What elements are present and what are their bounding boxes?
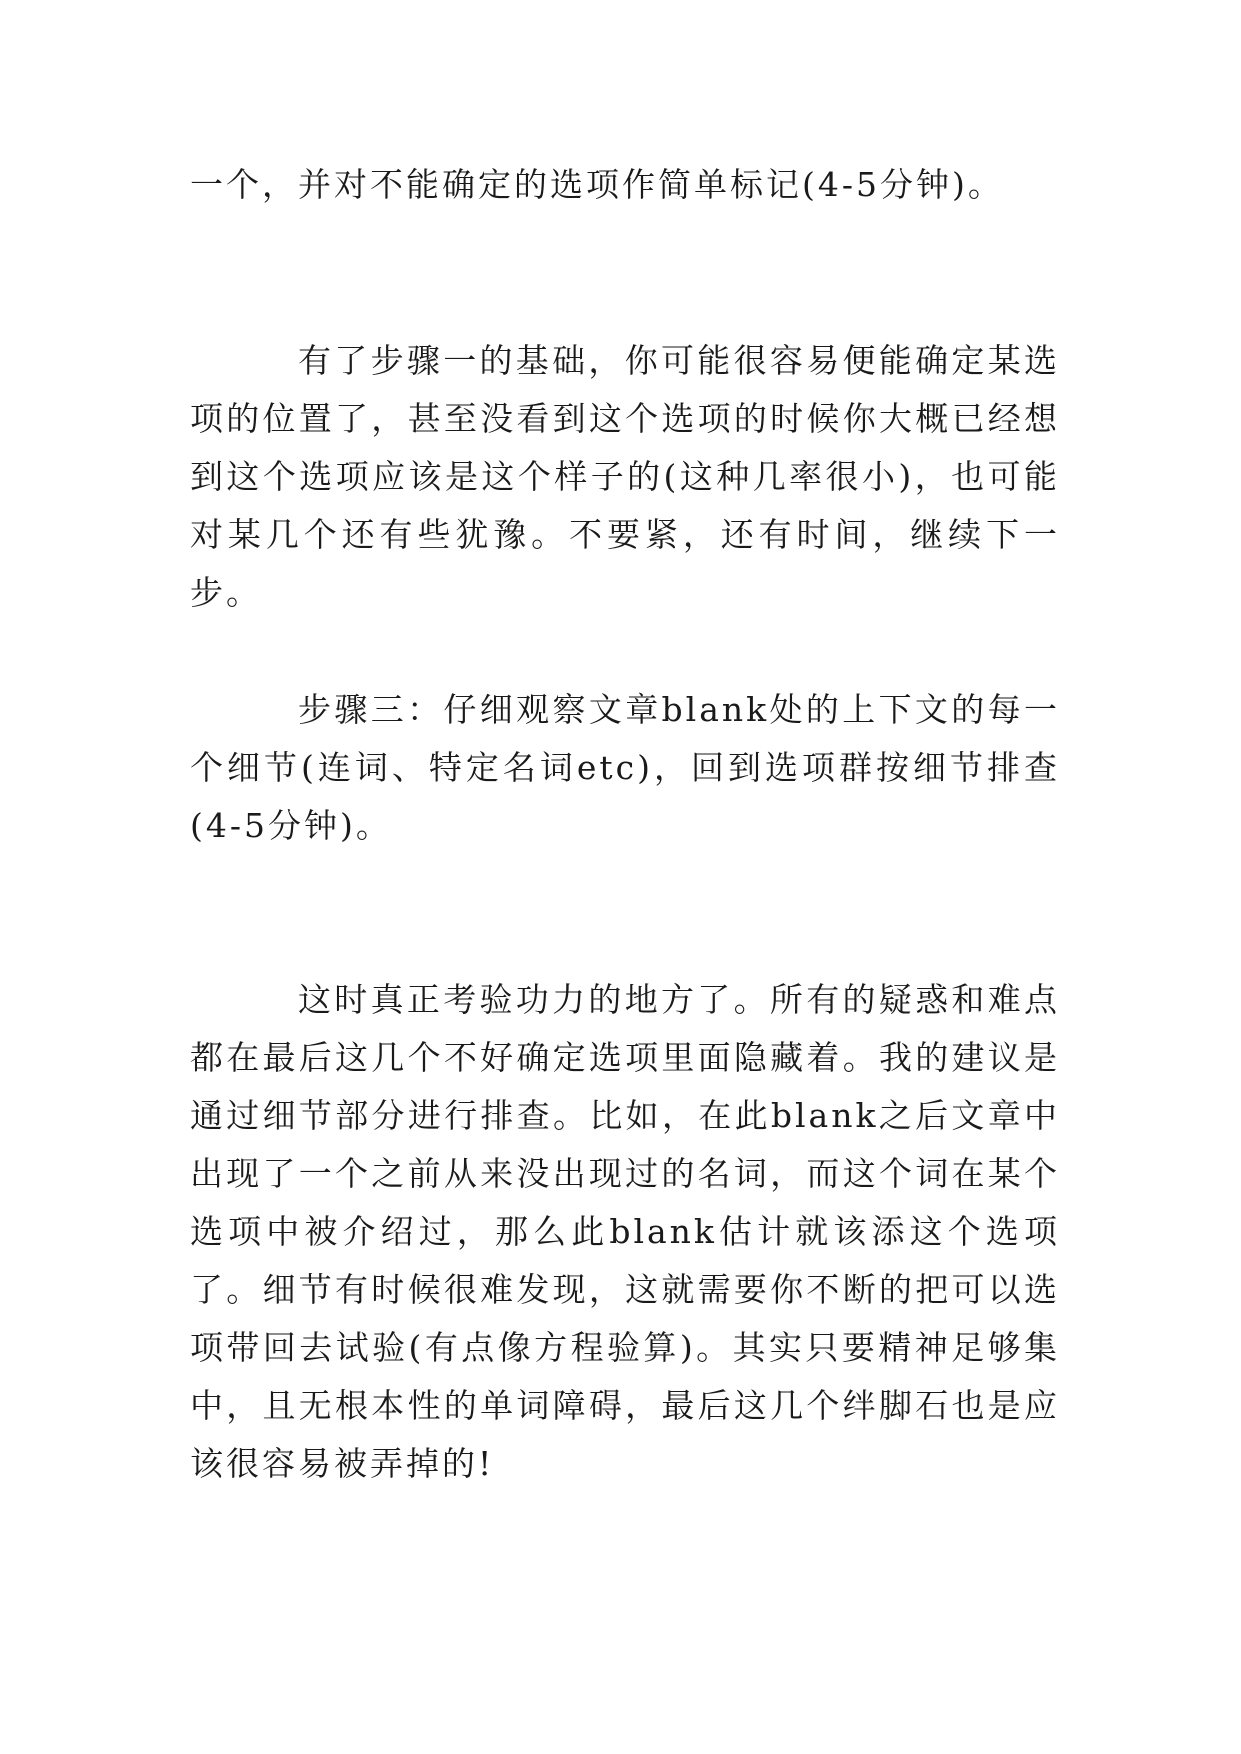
paragraph-continuation: 一个，并对不能确定的选项作简单标记(4-5分钟)。 (190, 165, 1004, 204)
paragraph-step-three-explanation: 这时真正考验功力的地方了。所有的疑惑和难点都在最后这几个不好确定选项里面隐藏着。我的建议是通过细节部分进行排查。比如，在此blank之后文章中出现了一个之前从来没出现过的名词，而这个词在某个选项中被介绍过，那么此blank估计就该添这个选项了。细节有时候很难发现，这就需要你不断的把可以选项带回去试验(有点像方程验算)。其实只要精神足够集中，且无根本性的单词障碍，最后这几个绊脚石也是应该很容易被弄掉的! (190, 980, 1060, 1483)
paragraph-step-two-result: 有了步骤一的基础，你可能很容易便能确定某选项的位置了，甚至没看到这个选项的时候你大概已经想到这个选项应该是这个样子的(这种几率很小)，也可能对某几个还有些犹豫。不要紧，还有时间，继续下一步。 (190, 341, 1060, 612)
paragraph-step-three: 步骤三：仔细观察文章blank处的上下文的每一个细节(连词、特定名词etc)，回到选项群按细节排查(4-5分钟)。 (190, 690, 1060, 845)
